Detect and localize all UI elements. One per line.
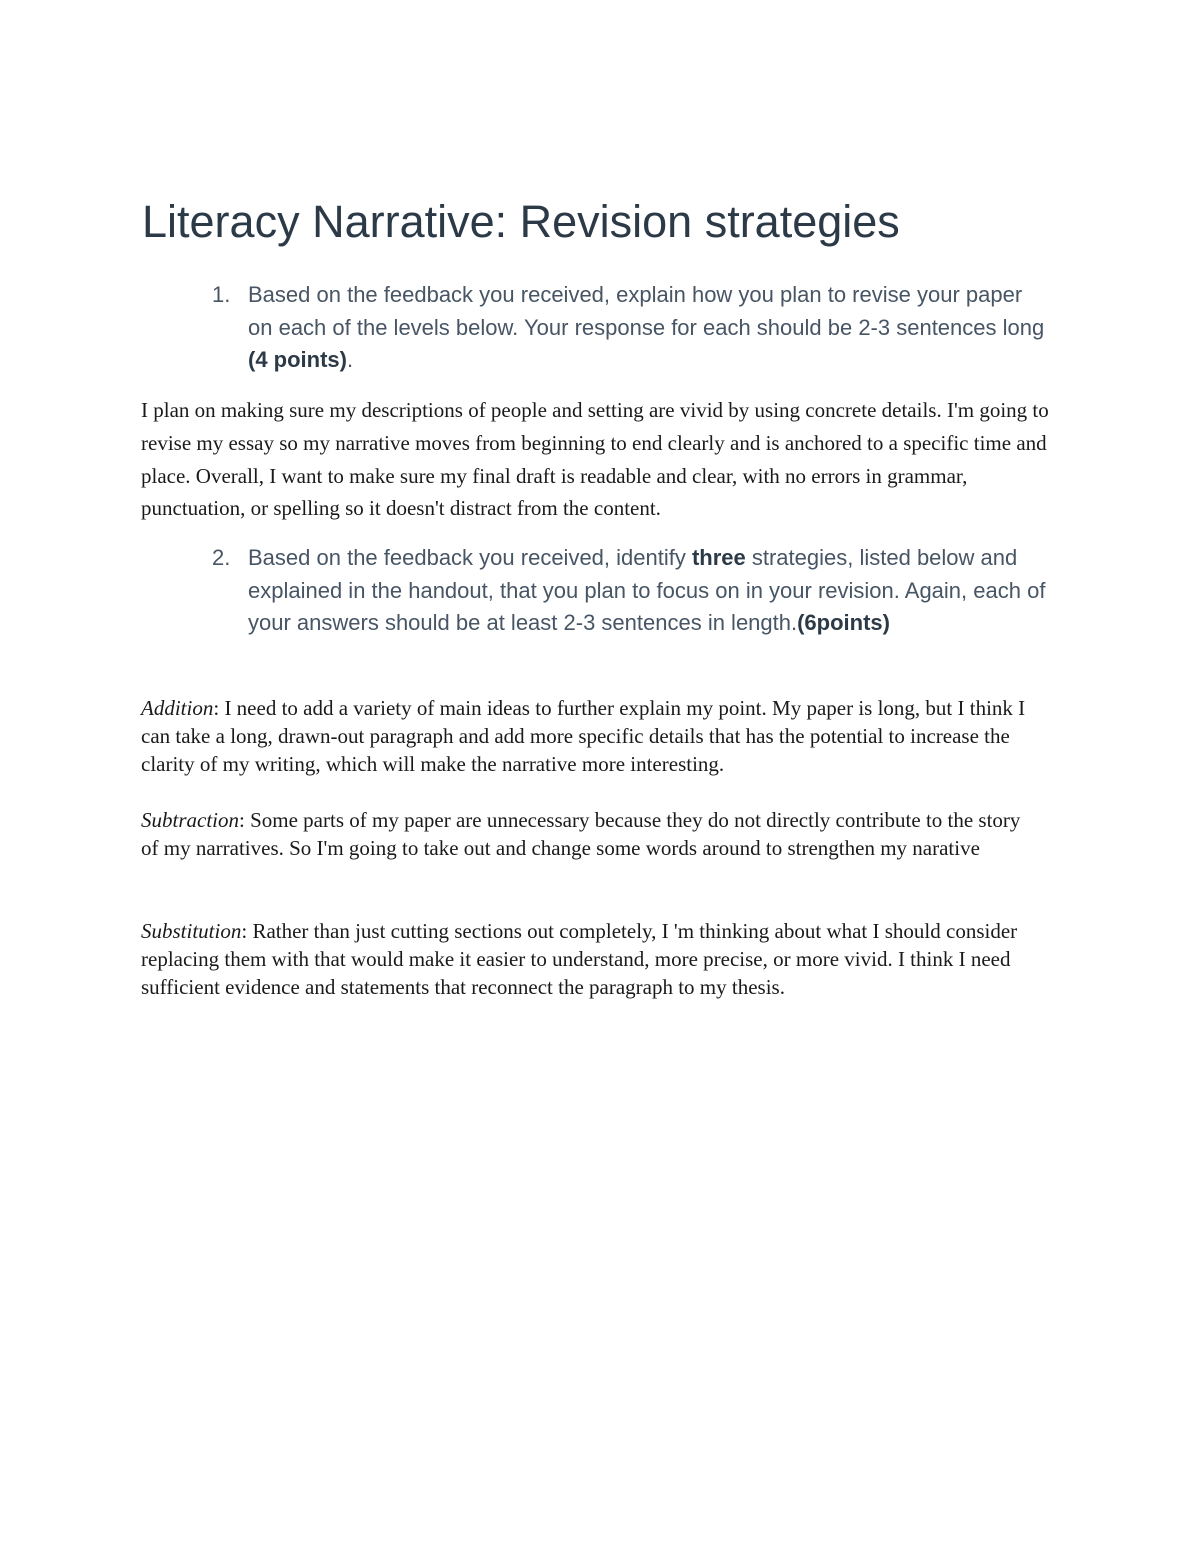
question-1-points: (4 points) (248, 347, 347, 372)
question-2-text-start: Based on the feedback you received, identify (248, 545, 692, 570)
question-2-text (248, 542, 1048, 640)
document-title: Literacy Narrative: Revision strategies (142, 196, 900, 247)
strategy-subtraction (141, 806, 1031, 862)
question-1-number: 1. (212, 282, 231, 307)
answer-1: I plan on making sure my descriptions of people and setting are vivid by using concrete details. I'm going to revise my essay so my narrative moves from beginning to end clearly and is anchored to a specific time and place. Overall, I want to make sure my final draft is readable and clear, with no errors in grammar, punctuation, or spelling so it doesn't distract from the content. (141, 398, 1049, 521)
strategy-separator: : (241, 919, 253, 943)
question-1-text-body: Based on the feedback you received, explain how you plan to revise your paper on each of the levels below. Your response for each should be 2-3 sentences long (248, 282, 1045, 340)
question-1-text (248, 279, 1048, 377)
strategy-term: Substitution (141, 919, 242, 943)
strategy-substitution (141, 917, 1031, 1001)
strategy-text: Rather than just cutting sections out completely, I 'm thinking about what I should consider replacing them with that would make it easier to understand, more precise, or more vivid. I think I need sufficient evidence and statements that reconnect the paragraph to my thesis. (141, 919, 1018, 999)
question-1-text-end: . (347, 347, 354, 372)
strategy-term: Addition (141, 696, 214, 720)
strategy-separator: : (239, 808, 251, 832)
strategy-addition (141, 694, 1031, 778)
question-2-points: (6points) (797, 610, 890, 635)
question-2-emphasis: three (691, 545, 746, 570)
question-2-text-body: strategies, listed below and explained in the handout, that you plan to focus on in your revision. Again, each of your answers should be at least 2-3 sentences in length. (248, 545, 1046, 635)
strategy-text: Some parts of my paper are unnecessary because they do not directly contribute to the story of my narratives. So I'm going to take out and change some words around to strengthen my narative (141, 808, 1021, 860)
strategy-term: Subtraction (141, 808, 239, 832)
question-2-number: 2. (212, 545, 231, 570)
strategy-separator: : (213, 696, 225, 720)
strategy-text: I need to add a variety of main ideas to further explain my point. My paper is long, but I think I can take a long, drawn-out paragraph and add more specific details that has the potential to increase the clarity of my writing, which will make the narrative more interesting. (141, 696, 1026, 776)
